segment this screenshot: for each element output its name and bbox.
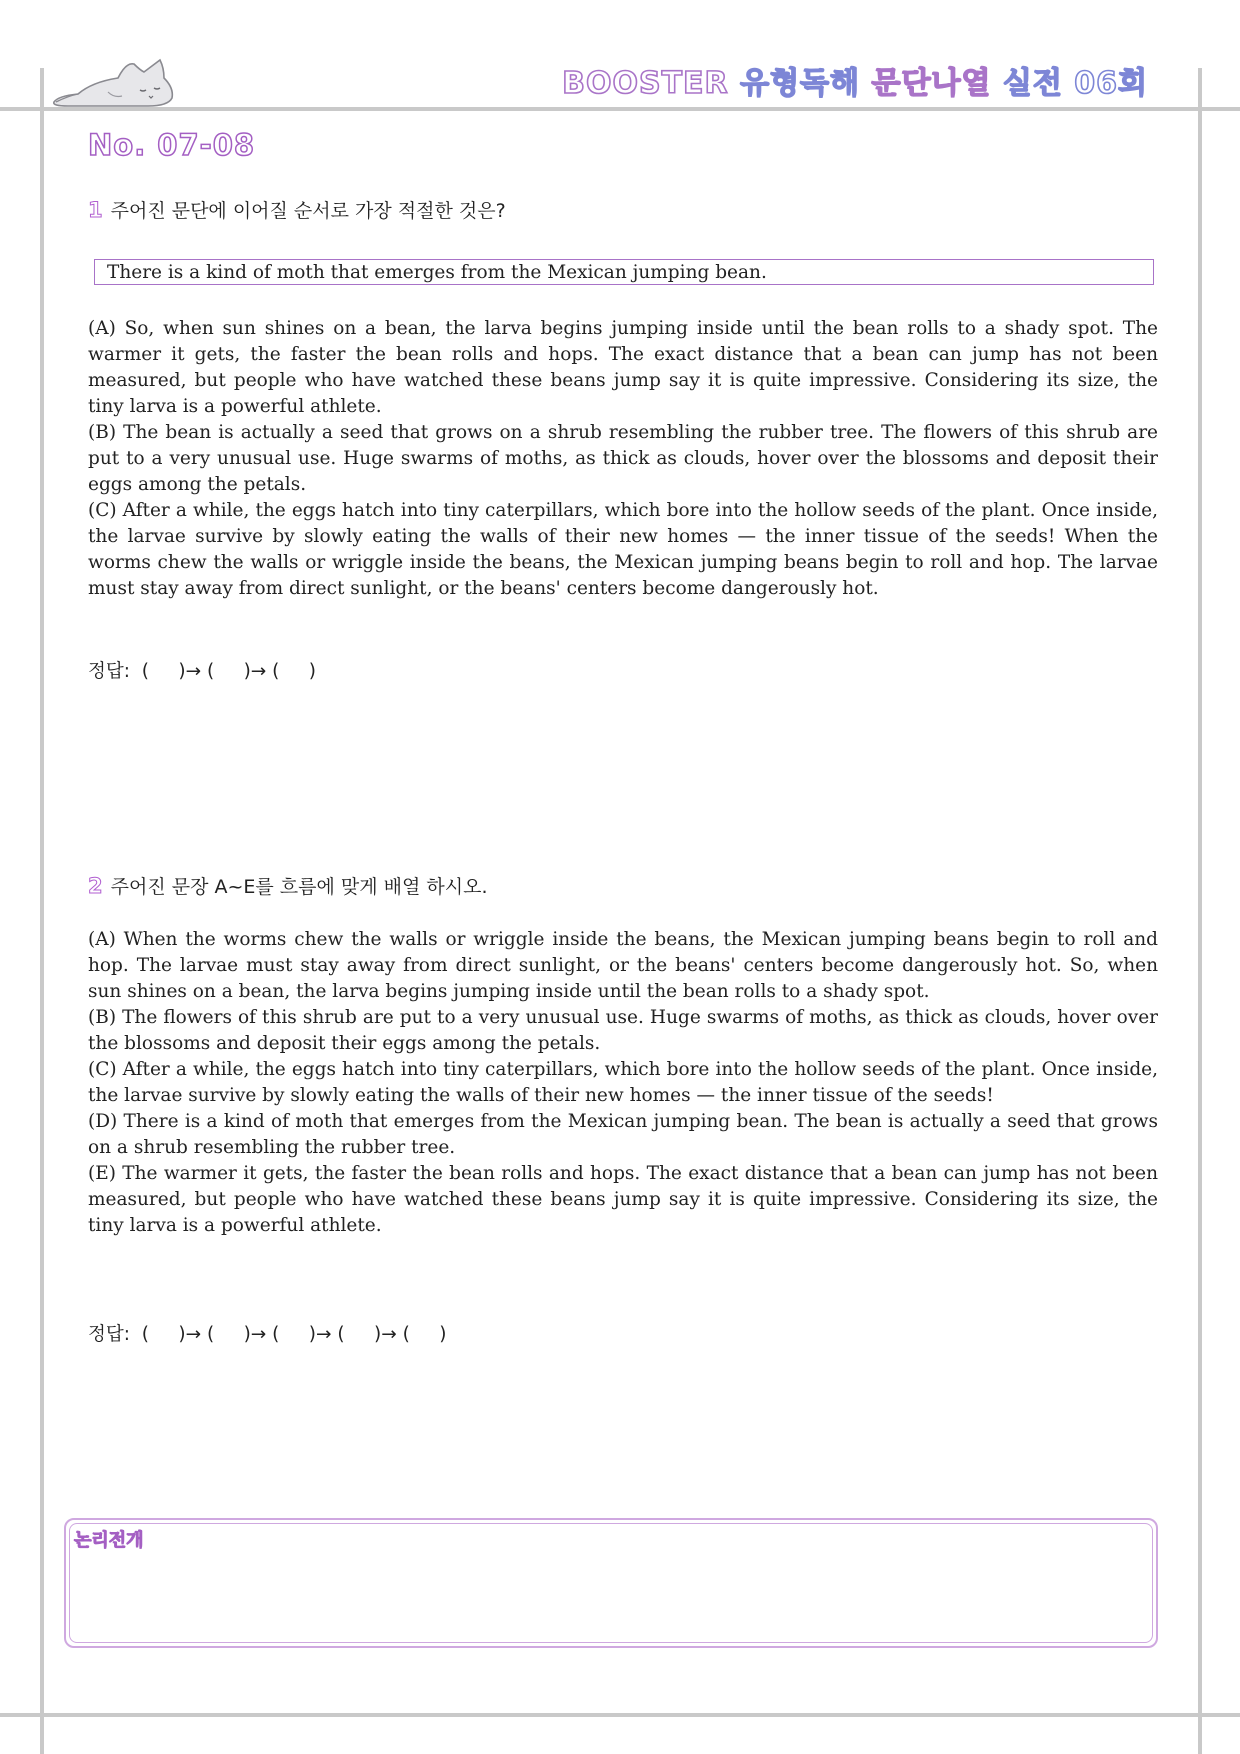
passage-paragraph-b: (B) The bean is actually a seed that grows on a shrub resembling the rubber tree. The flowers of this shrub are put to a very unusual use. Huge swarms of moths, as thick as clouds, hover over the blossoms and deposit their eggs among the petals.	[88, 422, 1158, 495]
question-1-heading	[88, 196, 506, 223]
header-title-booster: BOOSTER	[562, 66, 729, 101]
passage-paragraph-c: (C) After a while, the eggs hatch into tiny caterpillars, which bore into the hollow seeds of the plant. Once inside, the larvae survive by slowly eating the walls of their new homes — the inner tissue of the seeds! When the worms chew the walls or wriggle inside the beans, the Mexican jumping beans begin to roll and hop. The larvae must stay away from direct sunlight, or the beans' centers become dangerously hot.	[88, 500, 1158, 599]
sentence-c: (C) After a while, the eggs hatch into tiny caterpillars, which bore into the hollow seeds of the plant. Once inside, the larvae survive by slowly eating the walls of their new homes — the inner tissue of the seeds!	[88, 1059, 1158, 1106]
sleeping-cat-icon	[48, 52, 183, 110]
document-number: No. 07-08	[88, 128, 256, 162]
question-2-answer-line: 정답: ( )→ ( )→ ( )→ ( )→ ( )	[88, 1324, 447, 1345]
frame-left-line	[40, 68, 44, 1754]
question-1-number: 1	[88, 198, 103, 222]
question-2-passage	[88, 927, 1158, 1239]
sentence-a: (A) When the worms chew the walls or wriggle inside the beans, the Mexican jumping beans begin to roll and hop. The larvae must stay away from direct sunlight, or the beans' centers become dangerously hot. So, when sun shines on a bean, the larva begins jumping inside until the bean rolls to a shady spot.	[88, 929, 1158, 1002]
passage-paragraph-a: (A) So, when sun shines on a bean, the larva begins jumping inside until the bean rolls to a shady spot. The warmer it gets, the faster the bean rolls and hops. The exact distance that a bean can jump has not been measured, but people who have watched these beans jump say it is quite impressive. Considering its size, the tiny larva is a powerful athlete.	[88, 318, 1158, 417]
header-title-practice: 실전	[1002, 66, 1063, 101]
question-1-passage	[88, 316, 1158, 602]
question-1-prompt: 주어진 문단에 이어질 순서로 가장 적절한 것은?	[110, 200, 506, 222]
question-2-number: 2	[88, 874, 103, 898]
question-2-prompt: 주어진 문장 A~E를 흐름에 맞게 배열 하시오.	[110, 876, 488, 898]
given-sentence-box: There is a kind of moth that emerges from the Mexican jumping bean.	[94, 259, 1154, 285]
logic-notes-label: 논리전개	[74, 1530, 144, 1551]
question-2-heading	[88, 872, 488, 899]
sentence-d: (D) There is a kind of moth that emerges from the Mexican jumping bean. The bean is actually a seed that grows on a shrub resembling the rubber tree.	[88, 1111, 1158, 1158]
frame-right-line	[1198, 68, 1202, 1754]
header-title-category: 문단나열	[871, 66, 992, 101]
logic-notes-box[interactable]	[64, 1518, 1158, 1648]
sentence-b: (B) The flowers of this shrub are put to a very unusual use. Huge swarms of moths, as thick as clouds, hover over the blossoms and deposit their eggs among the petals.	[88, 1007, 1158, 1054]
frame-bottom-line	[0, 1713, 1240, 1717]
frame-top-line	[0, 107, 1240, 111]
header-title-type: 유형독해	[740, 66, 861, 101]
sentence-e: (E) The warmer it gets, the faster the bean rolls and hops. The exact distance that a bean can jump has not been measured, but people who have watched these beans jump say it is quite impressive. Considering its size, the tiny larva is a powerful athlete.	[88, 1163, 1158, 1236]
header-title-round: 06회	[1074, 66, 1148, 101]
question-1-answer-line: 정답: ( )→ ( )→ ( )	[88, 661, 317, 682]
header-title	[562, 58, 1148, 102]
